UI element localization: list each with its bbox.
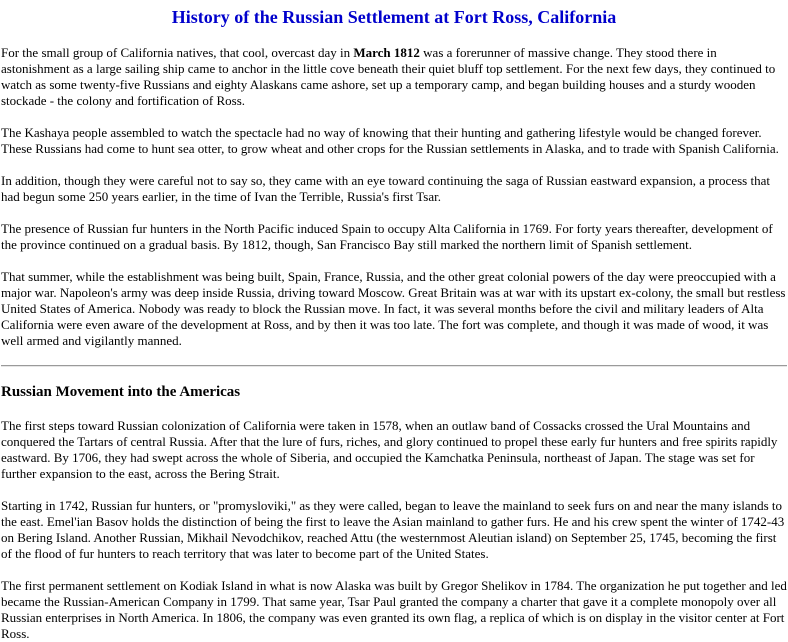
date-highlight: March 1812 [353,45,420,60]
intro-paragraph-5: That summer, while the establishment was being built, Spain, France, Russia, and the other great colonial powers of the day were preoccupied with a major war. Napoleon's army was deep inside Russia, driving toward Moscow. Great Britain was at war with its upstart ex-colony, the small but restless United States of America. Nobody was ready to block the Russian move. In fact, it was several months before the civil and military leaders of Alta California were even aware of the development at Ross, and by then it was too late. The fort was complete, and though it was made of wood, it was well armed and vigilantly manned. [1,269,786,348]
page [0,6,788,642]
intro-paragraph-1 [1,45,787,109]
movement-paragraph-1: The first steps toward Russian colonization of California were taken in 1578, when an outlaw band of Cossacks crossed the Ural Mountains and conquered the Tartars of central Russia. After that the lure of furs, riches, and glory continued to propel these early fur hunters and free spirits rapidly eastward. By 1706, they had swept across the whole of Siberia, and occupied the Kamchatka Peninsula, northeast of Japan. The stage was set for further expansion to the east, across the Bering Strait. [1,418,778,481]
section-heading: Russian Movement into the Americas [1,384,241,400]
page-title: History of the Russian Settlement at Fort Ross, California [171,7,617,27]
intro-paragraph-2: The Kashaya people assembled to watch the spectacle had no way of knowing that their hunting and gathering lifestyle would be changed forever. These Russians had come to hunt sea otter, to grow wheat and other crops for the Russian settlements in Alaska, and to trade with Spanish California. [1,125,779,156]
section-divider [1,365,787,367]
intro-paragraph-1-text-start: For the small group of California natives, that cool, overcast day in [1,45,354,60]
movement-paragraph-2: Starting in 1742, Russian fur hunters, or "promysloviki," as they were called, began to leave the mainland to seek furs on and near the many islands to the east. Emel'ian Basov holds the distinction of being the first to leave the Asian mainland to gather furs. He and his crew spent the winter of 1742-43 on Bering Island. Another Russian, Mikhail Nevodchikov, reached Attu (the westernmost Aleutian island) on September 25, 1745, becoming the first of the flood of fur hunters to reach territory that was later to become part of the United States. [1,498,785,561]
intro-paragraph-1-text-end: was a forerunner of massive change. They stood there in astonishment as a large sailing ship came to anchor in the little cove beneath their quiet bluff top settlement. For the next few days, they continued to watch as some twenty-five Russians and eighty Alaskans came ashore, set up a temporary camp, and began building houses and a sturdy wooden stockade - the colony and fortification of Ross. [1,45,776,108]
intro-paragraph-4: The presence of Russian fur hunters in the North Pacific induced Spain to occupy Alta California in 1769. For forty years thereafter, development of the province continued on a gradual basis. By 1812, though, San Francisco Bay still marked the northern limit of Spanish settlement. [1,221,773,252]
movement-paragraph-3: The first permanent settlement on Kodiak Island in what is now Alaska was built by Gregor Shelikov in 1784. The organization he put together and led became the Russian-American Company in 1799. That same year, Tsar Paul granted the company a charter that gave it a complete monopoly over all Russian enterprises in North America. In 1806, the company was even granted its own flag, a replica of which is on display in the visitor center at Fort Ross. [1,578,787,641]
intro-paragraph-3: In addition, though they were careful not to say so, they came with an eye toward continuing the saga of Russian eastward expansion, a process that had begun some 250 years earlier, in the time of Ivan the Terrible, Russia's first Tsar. [1,173,770,204]
